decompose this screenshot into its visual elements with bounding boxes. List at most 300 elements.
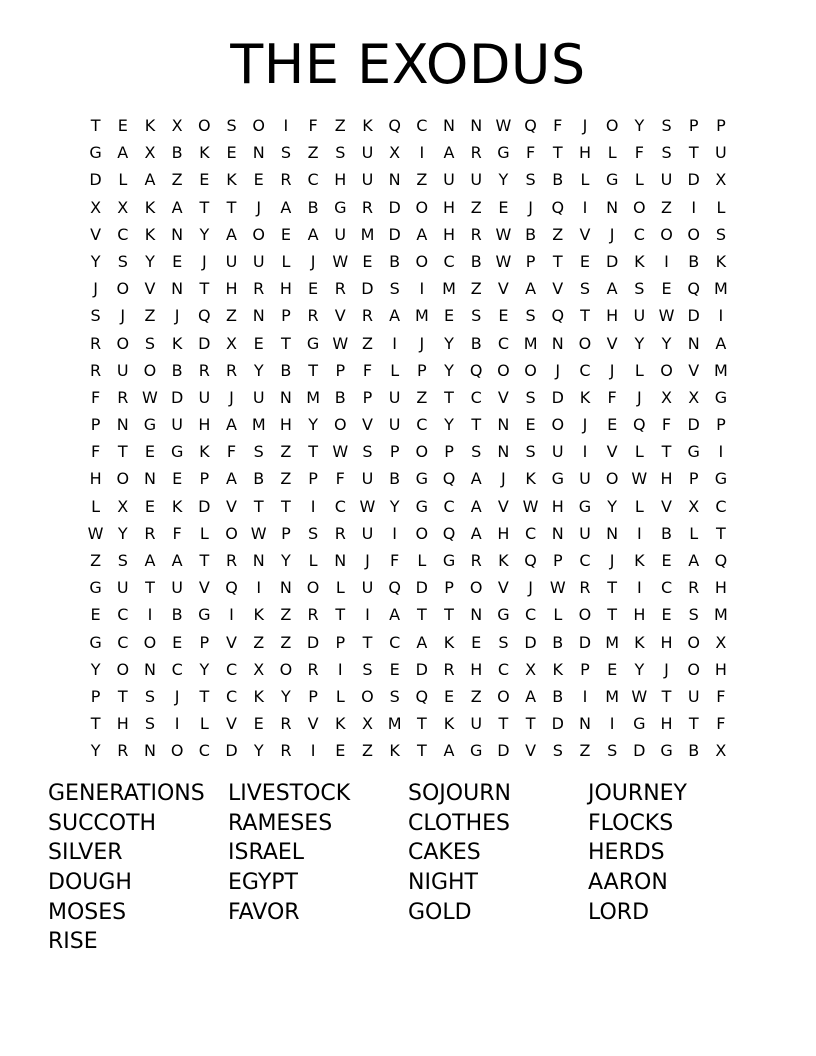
grid-letter[interactable]: P xyxy=(552,551,563,570)
grid-letter[interactable]: H xyxy=(470,659,483,679)
grid-letter[interactable]: J xyxy=(528,578,533,598)
grid-letter[interactable]: R xyxy=(579,578,591,598)
grid-letter[interactable]: J xyxy=(174,686,180,706)
grid-letter[interactable]: U xyxy=(470,170,483,190)
grid-letter[interactable]: V xyxy=(579,224,591,244)
grid-letter[interactable]: N xyxy=(497,415,510,435)
grid-letter[interactable]: D xyxy=(388,224,401,244)
grid-letter[interactable]: B xyxy=(525,224,537,244)
grid-letter[interactable]: R xyxy=(470,224,482,244)
grid-letter[interactable]: Z xyxy=(470,279,482,299)
grid-letter[interactable]: T xyxy=(471,415,482,435)
grid-letter[interactable]: N xyxy=(252,306,265,326)
grid-letter[interactable]: W xyxy=(549,578,566,598)
grid-letter[interactable]: S xyxy=(117,251,128,271)
grid-letter[interactable]: C xyxy=(525,523,537,543)
grid-letter[interactable]: F xyxy=(716,714,726,734)
grid-letter[interactable]: T xyxy=(552,143,563,163)
grid-letter[interactable]: U xyxy=(361,170,374,190)
grid-letter[interactable]: C xyxy=(117,632,129,652)
grid-letter[interactable]: U xyxy=(579,523,591,543)
grid-letter[interactable]: W xyxy=(631,686,648,706)
grid-letter[interactable]: C xyxy=(225,686,238,706)
grid-letter[interactable]: O xyxy=(578,333,592,353)
grid-letter[interactable]: Z xyxy=(579,741,591,761)
grid-letter[interactable]: U xyxy=(470,714,483,734)
grid-letter[interactable]: N xyxy=(551,333,564,353)
grid-letter[interactable]: O xyxy=(279,659,293,679)
grid-letter[interactable]: S xyxy=(688,605,699,625)
grid-letter[interactable]: K xyxy=(226,170,237,190)
grid-letter[interactable]: O xyxy=(170,741,184,761)
grid-letter[interactable]: N xyxy=(252,143,265,163)
grid-letter[interactable]: I xyxy=(310,741,316,761)
grid-letter[interactable]: S xyxy=(498,632,509,652)
grid-letter[interactable]: T xyxy=(253,496,264,516)
grid-letter[interactable]: I xyxy=(718,442,724,462)
grid-letter[interactable]: N xyxy=(279,387,292,407)
grid-letter[interactable]: N xyxy=(470,116,483,135)
grid-letter[interactable]: D xyxy=(633,741,646,761)
grid-letter[interactable]: Z xyxy=(90,551,102,570)
grid-letter[interactable]: A xyxy=(416,224,428,244)
grid-letter[interactable]: B xyxy=(470,251,482,271)
grid-letter[interactable]: T xyxy=(444,387,454,407)
grid-letter[interactable]: X xyxy=(253,659,265,679)
grid-letter[interactable]: Y xyxy=(444,415,454,435)
grid-letter[interactable]: C xyxy=(497,659,509,679)
grid-letter[interactable]: S xyxy=(144,714,156,734)
grid-letter[interactable]: N xyxy=(143,659,156,679)
grid-letter[interactable]: T xyxy=(416,741,427,761)
grid-letter[interactable]: F xyxy=(661,415,672,435)
grid-letter[interactable]: G xyxy=(306,333,320,353)
grid-letter[interactable]: O xyxy=(252,224,266,244)
grid-letter[interactable]: K xyxy=(634,551,645,570)
grid-letter[interactable]: L xyxy=(335,578,345,598)
grid-letter[interactable]: R xyxy=(280,741,292,761)
grid-letter[interactable]: F xyxy=(525,143,536,163)
grid-letter[interactable]: L xyxy=(308,551,318,570)
grid-letter[interactable]: M xyxy=(414,306,429,326)
grid-letter[interactable]: U xyxy=(551,442,564,462)
grid-letter[interactable]: O xyxy=(415,251,429,271)
grid-letter[interactable]: D xyxy=(578,632,592,652)
grid-letter[interactable]: S xyxy=(661,116,672,135)
grid-letter[interactable]: G xyxy=(334,197,347,217)
grid-letter[interactable]: W xyxy=(332,251,349,271)
grid-letter[interactable]: S xyxy=(607,741,618,761)
grid-letter[interactable]: G xyxy=(497,143,510,163)
grid-letter[interactable]: J xyxy=(365,551,370,570)
grid-letter[interactable]: T xyxy=(688,143,699,163)
grid-letter[interactable]: L xyxy=(199,714,209,734)
grid-letter[interactable]: G xyxy=(578,496,592,516)
grid-letter[interactable]: R xyxy=(443,659,455,679)
grid-letter[interactable]: Q xyxy=(687,279,701,299)
grid-letter[interactable]: X xyxy=(117,197,129,217)
grid-letter[interactable]: N xyxy=(171,279,184,299)
grid-letter[interactable]: W xyxy=(332,333,349,353)
grid-letter[interactable]: I xyxy=(337,659,343,679)
grid-letter[interactable]: N xyxy=(116,415,129,435)
grid-letter[interactable]: U xyxy=(715,143,727,163)
grid-letter[interactable]: Z xyxy=(280,469,292,489)
grid-letter[interactable]: W xyxy=(87,523,104,543)
grid-letter[interactable]: Z xyxy=(361,333,373,353)
grid-letter[interactable]: X xyxy=(661,387,673,407)
grid-letter[interactable]: P xyxy=(362,387,373,407)
grid-letter[interactable]: Q xyxy=(225,578,238,598)
grid-letter[interactable]: L xyxy=(607,143,617,163)
grid-letter[interactable]: D xyxy=(605,251,619,271)
grid-letter[interactable]: V xyxy=(688,360,700,380)
grid-letter[interactable]: E xyxy=(471,632,482,652)
grid-letter[interactable]: D xyxy=(497,741,510,761)
grid-letter[interactable]: N xyxy=(388,170,401,190)
grid-letter[interactable]: F xyxy=(553,116,563,135)
grid-letter[interactable]: Y xyxy=(634,659,645,679)
grid-letter[interactable]: J xyxy=(419,333,425,353)
grid-letter[interactable]: Q xyxy=(551,306,565,326)
grid-letter[interactable]: U xyxy=(388,415,401,435)
grid-letter[interactable]: E xyxy=(607,415,618,435)
grid-letter[interactable]: N xyxy=(470,605,483,625)
grid-letter[interactable]: K xyxy=(634,632,645,652)
grid-letter[interactable]: D xyxy=(687,306,700,326)
grid-letter[interactable]: G xyxy=(89,143,102,163)
grid-letter[interactable]: L xyxy=(91,496,101,516)
grid-letter[interactable]: O xyxy=(143,360,157,380)
grid-letter[interactable]: R xyxy=(117,387,129,407)
grid-letter[interactable]: H xyxy=(633,605,646,625)
grid-letter[interactable]: L xyxy=(634,442,644,462)
grid-letter[interactable]: K xyxy=(634,251,645,271)
grid-letter[interactable]: T xyxy=(661,442,672,462)
grid-letter[interactable]: A xyxy=(525,279,537,299)
grid-letter[interactable]: U xyxy=(361,143,374,163)
grid-letter[interactable]: D xyxy=(551,387,564,407)
grid-letter[interactable]: I xyxy=(582,197,588,217)
grid-letter[interactable]: J xyxy=(229,387,234,407)
grid-letter[interactable]: C xyxy=(307,170,319,190)
grid-letter[interactable]: W xyxy=(359,496,376,516)
grid-letter[interactable]: P xyxy=(199,632,210,652)
grid-letter[interactable]: U xyxy=(116,578,129,598)
grid-letter[interactable]: A xyxy=(389,306,401,326)
grid-letter[interactable]: I xyxy=(392,333,398,353)
grid-letter[interactable]: Y xyxy=(281,686,291,706)
grid-letter[interactable]: F xyxy=(390,551,400,570)
grid-letter[interactable]: K xyxy=(498,551,509,570)
grid-letter[interactable]: U xyxy=(225,251,238,271)
grid-letter[interactable]: G xyxy=(415,496,429,516)
grid-letter[interactable]: U xyxy=(361,469,374,489)
grid-letter[interactable]: P xyxy=(716,116,726,135)
grid-letter[interactable]: L xyxy=(390,360,400,380)
grid-letter[interactable]: J xyxy=(582,116,588,135)
grid-letter[interactable]: E xyxy=(90,605,101,625)
grid-letter[interactable]: T xyxy=(525,714,536,734)
grid-letter[interactable]: V xyxy=(497,279,509,299)
grid-letter[interactable]: E xyxy=(443,686,455,706)
grid-letter[interactable]: S xyxy=(144,686,156,706)
grid-letter[interactable]: M xyxy=(714,279,728,299)
grid-letter[interactable]: R xyxy=(361,306,374,326)
grid-letter[interactable]: A xyxy=(171,551,183,570)
grid-letter[interactable]: M xyxy=(714,605,728,625)
grid-letter[interactable]: I xyxy=(419,279,425,299)
grid-letter[interactable]: G xyxy=(714,387,728,407)
grid-letter[interactable]: V xyxy=(552,279,564,299)
grid-letter[interactable]: W xyxy=(495,224,512,244)
grid-letter[interactable]: P xyxy=(308,686,318,706)
grid-letter[interactable]: I xyxy=(174,714,180,734)
grid-letter[interactable]: I xyxy=(256,578,262,598)
grid-letter[interactable]: Y xyxy=(444,333,454,353)
grid-letter[interactable]: Q xyxy=(714,551,728,570)
grid-letter[interactable]: V xyxy=(226,496,237,516)
grid-letter[interactable]: I xyxy=(664,251,669,271)
grid-letter[interactable]: M xyxy=(523,333,538,353)
grid-letter[interactable]: X xyxy=(715,741,727,761)
grid-letter[interactable]: F xyxy=(716,686,726,706)
grid-letter[interactable]: N xyxy=(171,224,184,244)
grid-letter[interactable]: L xyxy=(716,197,726,217)
grid-letter[interactable]: K xyxy=(144,197,156,217)
grid-letter[interactable]: N xyxy=(497,442,510,462)
grid-letter[interactable]: S xyxy=(552,741,563,761)
grid-letter[interactable]: I xyxy=(283,116,289,135)
grid-letter[interactable]: H xyxy=(578,143,591,163)
grid-letter[interactable]: E xyxy=(661,605,672,625)
grid-letter[interactable]: L xyxy=(281,251,291,271)
grid-letter[interactable]: H xyxy=(551,496,564,516)
grid-letter[interactable]: Q xyxy=(415,686,429,706)
grid-letter[interactable]: G xyxy=(442,551,456,570)
grid-letter[interactable]: C xyxy=(660,578,673,598)
grid-letter[interactable]: Y xyxy=(199,659,210,679)
grid-letter[interactable]: U xyxy=(361,523,374,543)
grid-letter[interactable]: D xyxy=(551,714,564,734)
grid-letter[interactable]: Z xyxy=(280,442,292,462)
grid-letter[interactable]: Q xyxy=(442,523,456,543)
grid-letter[interactable]: B xyxy=(307,197,319,217)
grid-letter[interactable]: E xyxy=(172,632,183,652)
grid-letter[interactable]: N xyxy=(143,741,156,761)
grid-letter[interactable]: J xyxy=(609,360,615,380)
grid-letter[interactable]: T xyxy=(308,442,318,462)
grid-letter[interactable]: M xyxy=(605,632,620,652)
grid-letter[interactable]: M xyxy=(306,387,320,407)
grid-letter[interactable]: R xyxy=(688,578,700,598)
grid-letter[interactable]: C xyxy=(117,224,129,244)
grid-letter[interactable]: C xyxy=(198,741,210,761)
grid-letter[interactable]: Z xyxy=(416,170,428,190)
grid-letter[interactable]: C xyxy=(117,605,129,625)
grid-letter[interactable]: X xyxy=(144,143,156,163)
grid-letter[interactable]: F xyxy=(335,469,345,489)
grid-letter[interactable]: W xyxy=(658,306,675,326)
grid-letter[interactable]: O xyxy=(415,197,429,217)
grid-letter[interactable]: V xyxy=(226,714,237,734)
grid-letter[interactable]: V xyxy=(606,333,618,353)
grid-letter[interactable]: C xyxy=(389,632,401,652)
grid-letter[interactable]: H xyxy=(443,224,456,244)
grid-letter[interactable]: L xyxy=(417,551,427,570)
grid-letter[interactable]: I xyxy=(636,578,642,598)
grid-letter[interactable]: E xyxy=(253,333,264,353)
grid-letter[interactable]: X xyxy=(90,197,102,217)
grid-letter[interactable]: O xyxy=(333,415,347,435)
grid-letter[interactable]: S xyxy=(226,116,237,135)
grid-letter[interactable]: C xyxy=(225,659,238,679)
grid-letter[interactable]: E xyxy=(389,659,400,679)
grid-letter[interactable]: D xyxy=(198,333,211,353)
grid-letter[interactable]: D xyxy=(89,170,102,190)
grid-letter[interactable]: S xyxy=(634,279,645,299)
grid-letter[interactable]: R xyxy=(470,143,482,163)
grid-letter[interactable]: B xyxy=(688,251,700,271)
grid-letter[interactable]: N xyxy=(606,523,619,543)
grid-letter[interactable]: B xyxy=(253,469,265,489)
grid-letter[interactable]: S xyxy=(715,224,726,244)
grid-letter[interactable]: T xyxy=(416,714,427,734)
grid-letter[interactable]: S xyxy=(335,143,346,163)
grid-letter[interactable]: C xyxy=(470,387,482,407)
grid-letter[interactable]: J xyxy=(609,224,615,244)
grid-letter[interactable]: Y xyxy=(607,496,618,516)
grid-letter[interactable]: V xyxy=(497,387,509,407)
grid-letter[interactable]: Y xyxy=(199,224,210,244)
grid-letter[interactable]: P xyxy=(335,632,346,652)
grid-letter[interactable]: J xyxy=(120,306,126,326)
grid-letter[interactable]: P xyxy=(90,686,101,706)
grid-letter[interactable]: P xyxy=(444,442,454,462)
grid-letter[interactable]: K xyxy=(253,605,264,625)
grid-letter[interactable]: K xyxy=(199,143,210,163)
grid-letter[interactable]: Y xyxy=(145,251,155,271)
grid-letter[interactable]: E xyxy=(335,741,346,761)
grid-letter[interactable]: Z xyxy=(226,306,238,326)
grid-letter[interactable]: V xyxy=(661,496,672,516)
grid-letter[interactable]: K xyxy=(389,741,400,761)
grid-letter[interactable]: V xyxy=(307,714,319,734)
grid-letter[interactable]: C xyxy=(633,224,645,244)
grid-letter[interactable]: P xyxy=(281,306,291,326)
grid-letter[interactable]: E xyxy=(144,496,156,516)
grid-letter[interactable]: W xyxy=(495,251,512,271)
grid-letter[interactable]: O xyxy=(116,659,130,679)
grid-letter[interactable]: Z xyxy=(280,605,292,625)
grid-letter[interactable]: G xyxy=(551,469,564,489)
grid-letter[interactable]: K xyxy=(443,632,455,652)
grid-letter[interactable]: Y xyxy=(90,251,101,271)
grid-letter[interactable]: W xyxy=(522,496,539,516)
grid-letter[interactable]: N xyxy=(578,714,591,734)
grid-letter[interactable]: P xyxy=(281,523,291,543)
grid-letter[interactable]: U xyxy=(579,469,591,489)
grid-letter[interactable]: A xyxy=(416,632,428,652)
grid-letter[interactable]: T xyxy=(281,333,291,353)
grid-letter[interactable]: N xyxy=(551,523,564,543)
grid-letter[interactable]: T xyxy=(362,632,373,652)
grid-letter[interactable]: Z xyxy=(416,387,428,407)
grid-letter[interactable]: Q xyxy=(524,116,537,135)
grid-letter[interactable]: B xyxy=(171,143,183,163)
grid-letter[interactable]: H xyxy=(714,578,727,598)
grid-letter[interactable]: Y xyxy=(117,523,128,543)
grid-letter[interactable]: M xyxy=(360,224,375,244)
grid-letter[interactable]: A xyxy=(144,170,156,190)
grid-letter[interactable]: D xyxy=(415,578,428,598)
grid-letter[interactable]: X xyxy=(171,116,183,135)
grid-letter[interactable]: Q xyxy=(442,469,456,489)
grid-letter[interactable]: E xyxy=(253,170,264,190)
grid-letter[interactable]: T xyxy=(661,686,672,706)
grid-letter[interactable]: F xyxy=(634,143,644,163)
grid-letter[interactable]: I xyxy=(582,686,588,706)
grid-letter[interactable]: P xyxy=(90,415,101,435)
grid-letter[interactable]: X xyxy=(361,714,373,734)
grid-letter[interactable]: B xyxy=(661,523,673,543)
grid-letter[interactable]: J xyxy=(555,360,561,380)
grid-letter[interactable]: E xyxy=(253,714,264,734)
grid-letter[interactable]: N xyxy=(143,469,156,489)
grid-letter[interactable]: Y xyxy=(308,415,318,435)
grid-letter[interactable]: A xyxy=(144,551,156,570)
grid-letter[interactable]: E xyxy=(607,659,618,679)
grid-letter[interactable]: E xyxy=(443,306,455,326)
grid-letter[interactable]: A xyxy=(470,523,482,543)
grid-letter[interactable]: O xyxy=(198,116,211,135)
grid-letter[interactable]: N xyxy=(279,578,292,598)
grid-letter[interactable]: D xyxy=(361,279,374,299)
grid-letter[interactable]: O xyxy=(578,605,592,625)
grid-letter[interactable]: Z xyxy=(470,197,482,217)
grid-letter[interactable]: R xyxy=(225,360,238,380)
grid-letter[interactable]: N xyxy=(334,551,347,570)
grid-letter[interactable]: C xyxy=(416,116,428,135)
grid-letter[interactable]: O xyxy=(116,279,130,299)
grid-letter[interactable]: U xyxy=(252,387,265,407)
grid-letter[interactable]: E xyxy=(498,197,509,217)
grid-letter[interactable]: D xyxy=(306,632,320,652)
grid-letter[interactable]: M xyxy=(714,360,728,380)
grid-letter[interactable]: C xyxy=(715,496,727,516)
grid-letter[interactable]: C xyxy=(171,659,183,679)
grid-letter[interactable]: F xyxy=(172,523,182,543)
grid-letter[interactable]: H xyxy=(198,415,211,435)
grid-letter[interactable]: T xyxy=(580,306,590,326)
grid-letter[interactable]: X xyxy=(226,333,238,353)
grid-letter[interactable]: G xyxy=(415,469,429,489)
grid-letter[interactable]: Y xyxy=(444,360,454,380)
grid-letter[interactable]: Z xyxy=(171,170,183,190)
grid-letter[interactable]: G xyxy=(687,442,700,462)
grid-letter[interactable]: U xyxy=(171,578,184,598)
grid-letter[interactable]: C xyxy=(579,551,591,570)
grid-letter[interactable]: H xyxy=(660,469,673,489)
grid-letter[interactable]: J xyxy=(528,197,533,217)
grid-letter[interactable]: H xyxy=(443,197,456,217)
grid-letter[interactable]: T xyxy=(226,197,237,217)
grid-letter[interactable]: P xyxy=(716,415,726,435)
grid-letter[interactable]: A xyxy=(171,197,183,217)
grid-letter[interactable]: G xyxy=(660,741,673,761)
grid-letter[interactable]: T xyxy=(607,605,618,625)
grid-letter[interactable]: O xyxy=(551,415,565,435)
